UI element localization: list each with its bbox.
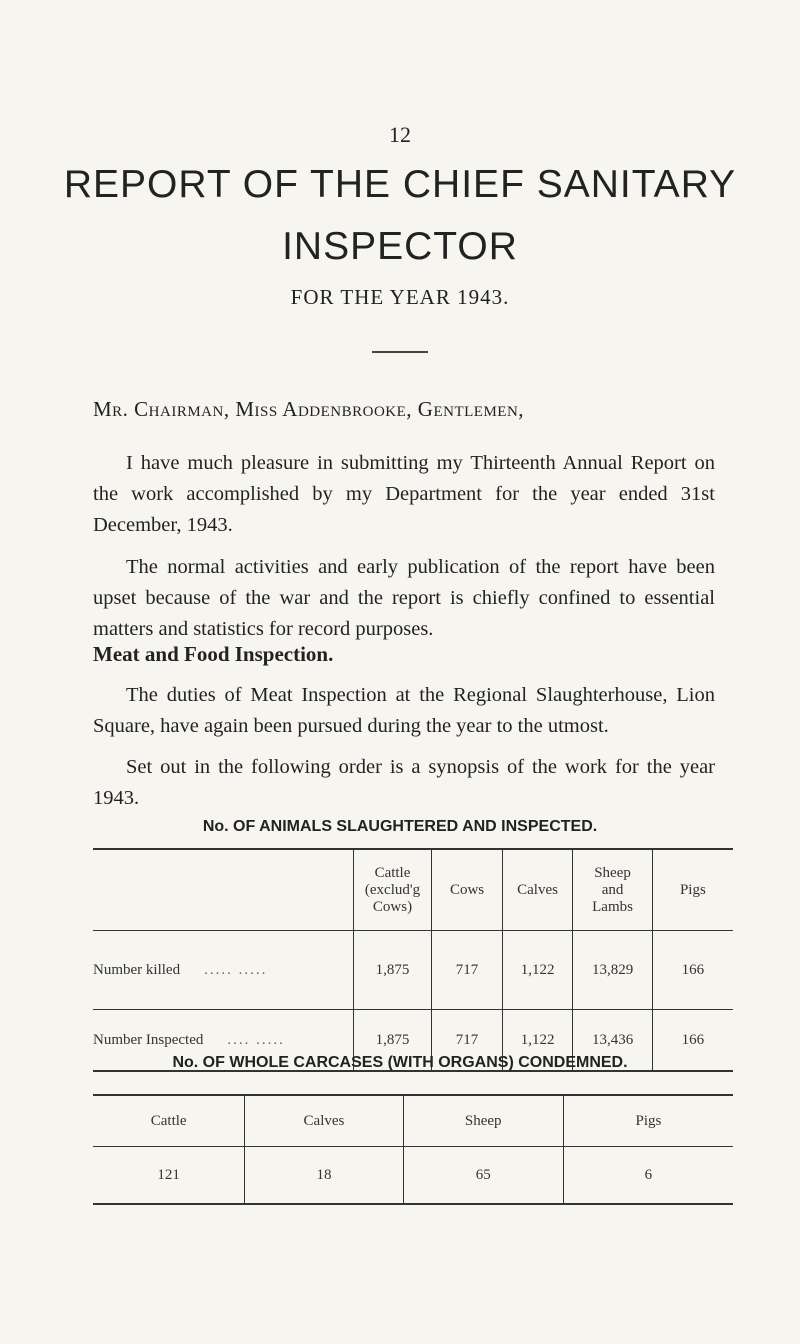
cell-sheep: 13,829 — [573, 931, 652, 1010]
leader-dots: .... ..... — [227, 1031, 285, 1048]
paragraph-synopsis: Set out in the following order is a synopsis of the work for the year 1943. — [93, 756, 715, 809]
page-number: 12 — [389, 122, 411, 147]
header-blank — [93, 849, 353, 931]
leader-dots: ..... ..... — [204, 961, 268, 978]
section-heading: Meat and Food Inspection. — [93, 642, 334, 666]
header-cattle-l3: Cows) — [372, 898, 413, 915]
header-calves: Calves — [502, 849, 573, 931]
cell-pigs: 166 — [652, 1010, 733, 1072]
cell-calves: 18 — [245, 1147, 403, 1205]
report-subtitle: FOR THE YEAR 1943. — [290, 285, 510, 309]
report-title-line-2: INSPECTOR — [282, 225, 518, 268]
paragraph-meat-inspection: The duties of Meat Inspection at the Regional Slaughterhouse, Lion Square, have again been pursued during the year to the utmost. — [93, 684, 715, 737]
header-cattle-l1: Cattle — [374, 864, 411, 881]
cell-sheep: 13,436 — [573, 1010, 652, 1072]
cell-sheep: 65 — [403, 1147, 563, 1205]
header-sheep: Sheep — [403, 1095, 563, 1147]
report-title-line-1: REPORT OF THE CHIEF SANITARY — [63, 163, 737, 206]
header-pigs: Pigs — [563, 1095, 733, 1147]
cell-cattle: 1,875 — [353, 931, 432, 1010]
header-sheep-l2: and — [601, 881, 624, 898]
table-header-row — [93, 849, 733, 931]
paragraph-intro: I have much pleasure in submitting my Thirteenth Annual Report on the work accomplished by my Department for the year ended 31st December, 1943. — [93, 452, 715, 536]
cell-cows: 717 — [432, 931, 502, 1010]
header-cattle — [353, 849, 432, 931]
header-sheep-l3: Lambs — [592, 898, 633, 915]
table-header-row — [93, 1095, 733, 1147]
row-label — [93, 931, 353, 1010]
table-slaughtered-title: No. OF ANIMALS SLAUGHTERED AND INSPECTED. — [202, 818, 598, 835]
salutation: Mr. Chairman, Miss Addenbrooke, Gentlemen, — [93, 397, 525, 421]
row-label-text: Number killed — [93, 961, 181, 978]
table-row — [93, 931, 733, 1010]
cell-calves: 1,122 — [502, 931, 573, 1010]
table-condemned — [93, 1094, 733, 1205]
cell-cows: 717 — [432, 1010, 502, 1072]
row-label-text: Number Inspected — [93, 1031, 204, 1048]
header-calves: Calves — [245, 1095, 403, 1147]
cell-calves: 1,122 — [502, 1010, 573, 1072]
cell-cattle: 121 — [93, 1147, 245, 1205]
cell-pigs: 166 — [652, 931, 733, 1010]
table-slaughtered — [93, 848, 733, 1072]
title-divider — [372, 351, 428, 353]
cell-cattle: 1,875 — [353, 1010, 432, 1072]
header-cattle-l2: (exclud'g — [364, 881, 421, 898]
header-cows: Cows — [432, 849, 502, 931]
header-cattle: Cattle — [93, 1095, 245, 1147]
cell-pigs: 6 — [563, 1147, 733, 1205]
table-row — [93, 1147, 733, 1205]
table-condemned-title: No. OF WHOLE CARCASES (WITH ORGANS) CONDEMNED. — [172, 1054, 628, 1071]
paragraph-activities: The normal activities and early publication of the report have been upset because of the war and the report is chiefly confined to essential matters and statistics for record purposes. — [93, 556, 715, 640]
header-pigs: Pigs — [652, 849, 733, 931]
header-sheep — [573, 849, 652, 931]
header-sheep-l1: Sheep — [594, 864, 631, 881]
